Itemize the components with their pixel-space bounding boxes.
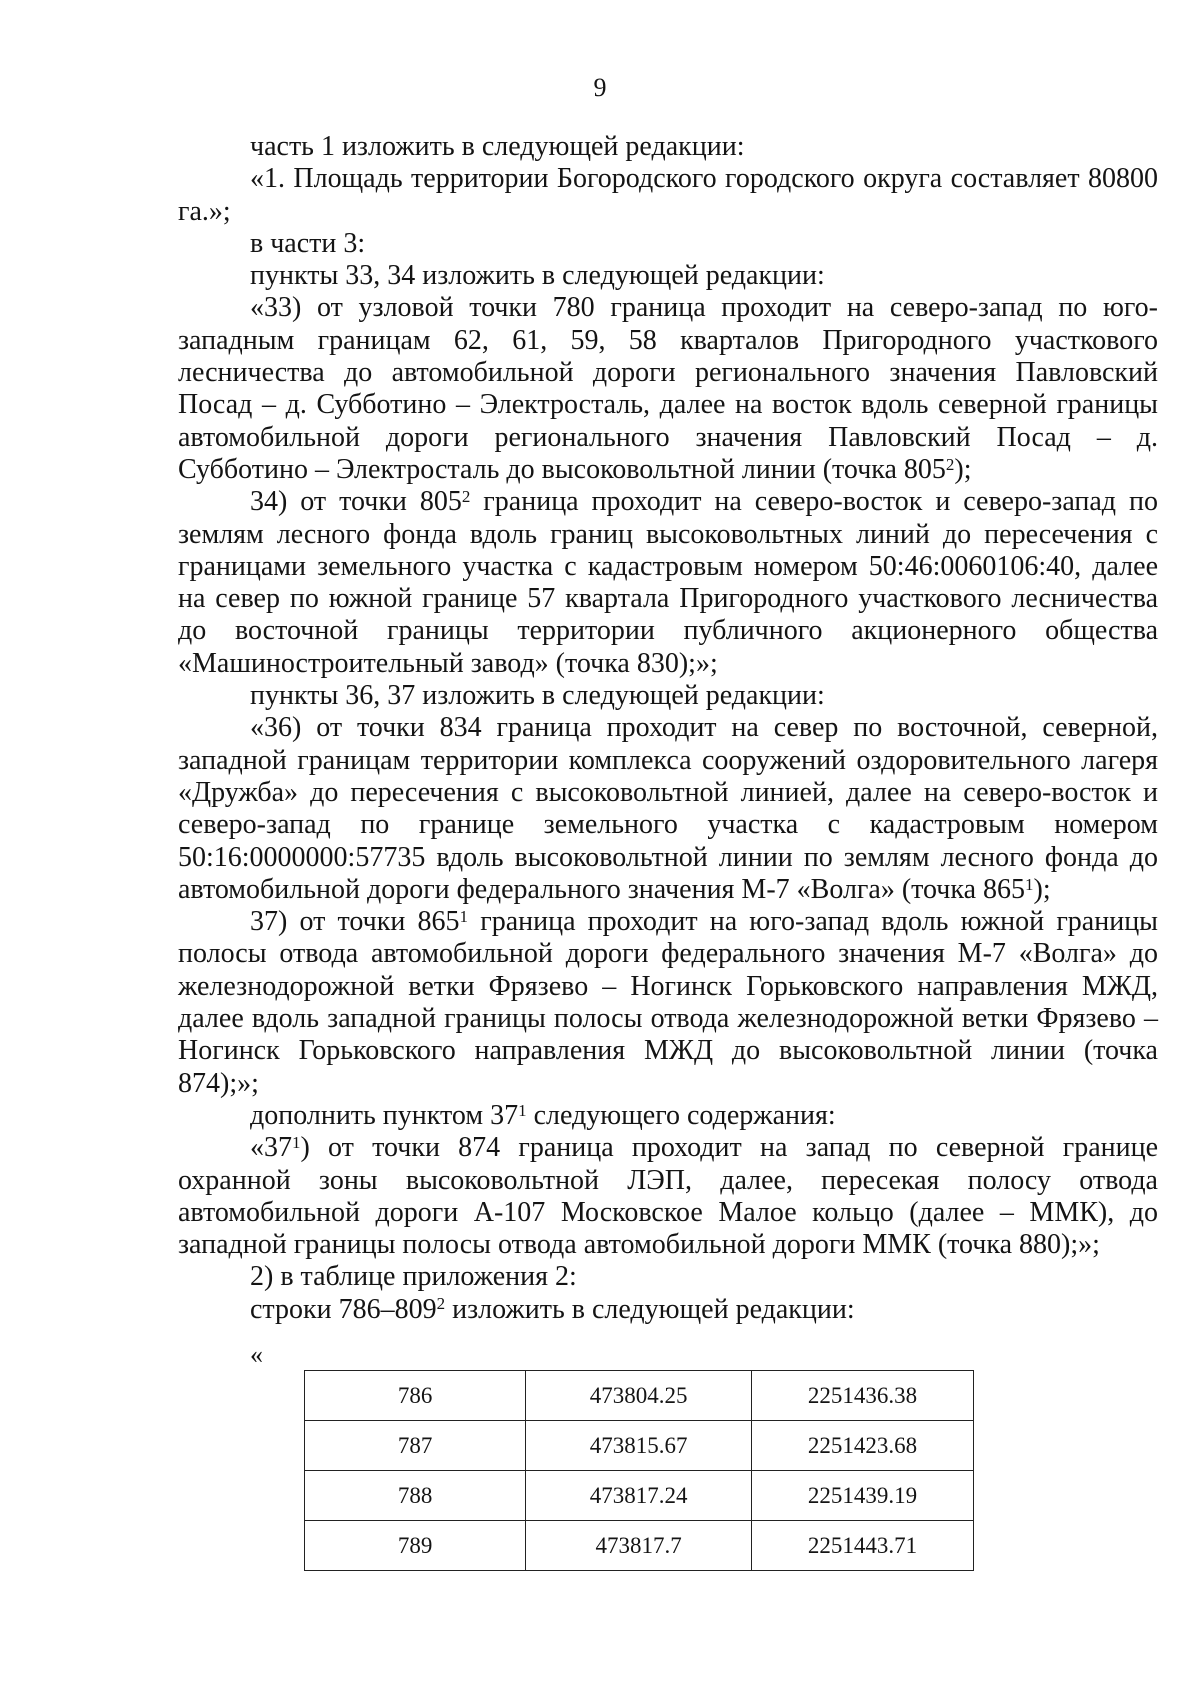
y-coordinate-cell: 2251423.68 xyxy=(752,1421,974,1471)
y-coordinate-cell: 2251443.71 xyxy=(752,1521,974,1571)
table-row xyxy=(305,1521,974,1571)
page-number: 9 xyxy=(593,73,607,102)
table-row xyxy=(305,1371,974,1421)
paragraph-9: 37) от точки $865^1$ граница проходит на юго-запад вдоль южной границы полосы отвода автомобильной дороги федерального значения М-7 «Волга» до железнодорожной ветки Фрязево – Ногинск Горьковского направления МЖД, далее вдоль западной границы полосы отвода железнодорожной ветки Фрязево – Ногинск Горьковского направления МЖД до высоковольтной линии (точка 874);»; xyxy=(178,906,1158,1099)
paragraph-3: в части 3: xyxy=(250,227,366,259)
paragraph-8: «36) от точки 834 граница проходит на север по восточной, северной, западной границам территории комплекса сооружений оздоровительного лагеря «Дружба» до пересечения с высоковольтной линией, далее на северо-восток и северо-запад по границе земельного участка с кадастровым номером 50:16:0000000:57735 вдоль высоковольтной линии по землям лесного фонда до автомобильной дороги федерального значения М-7 «Волга» (точка $865^1$); xyxy=(178,712,1158,905)
y-coordinate-cell: 2251436.38 xyxy=(752,1371,974,1421)
paragraph-2: «1. Площадь территории Богородского городского округа составляет 80800 га.»; xyxy=(178,163,1158,227)
paragraph-10: дополнить пунктом $37^1$ следующего содержания: xyxy=(250,1099,836,1131)
x-coordinate-cell: 473815.67 xyxy=(526,1421,752,1471)
quote-open-mark: « xyxy=(250,1340,263,1369)
paragraph-11: «$37^1$) от точки 874 граница проходит на запад по северной границе охранной зоны высоковольтной ЛЭП, далее, пересекая полосу отвода автомобильной дороги А-107 Московское Малое кольцо (далее – ММК), до западной границы полосы отвода автомобильной дороги ММК (точка 880);»; xyxy=(178,1132,1158,1261)
point-number-cell: 786 xyxy=(305,1371,526,1421)
table-row xyxy=(305,1471,974,1521)
paragraph-1: часть 1 изложить в следующей редакции: xyxy=(250,131,745,162)
paragraph-4: пункты 33, 34 изложить в следующей редакции: xyxy=(250,260,825,292)
x-coordinate-cell: 473804.25 xyxy=(526,1371,752,1421)
x-coordinate-cell: 473817.24 xyxy=(526,1471,752,1521)
paragraph-7: пункты 36, 37 изложить в следующей редакции: xyxy=(250,680,825,712)
paragraph-13: строки $786-809^2$ изложить в следующей редакции: xyxy=(250,1293,855,1325)
paragraph-5: «33) от узловой точки 780 граница проходит на северо-запад по юго-западным границам 62, 61, 59, 58 кварталов Пригородного участкового лесничества до автомобильной дороги регионального значения Павловский Посад – д. Субботино – Электросталь, далее на восток вдоль северной границы автомобильной дороги регионального значения Павловский Посад – д. Субботино – Электросталь до высоковольтной линии (точка $805^2$); xyxy=(178,292,1158,485)
coordinates-table xyxy=(304,1370,974,1571)
table-row xyxy=(305,1421,974,1471)
point-number-cell: 788 xyxy=(305,1471,526,1521)
x-coordinate-cell: 473817.7 xyxy=(526,1521,752,1571)
point-number-cell: 787 xyxy=(305,1421,526,1471)
paragraph-6: 34) от точки $805^2$ граница проходит на северо-восток и северо-запад по землям лесного фонда вдоль границ высоковольтных линий до пересечения с границами земельного участка с кадастровым номером 50:46:0060106:40, далее на север по южной границе 57 квартала Пригородного участкового лесничества до восточной границы территории публичного акционерного общества «Машиностроительный завод» (точка 830);»; xyxy=(178,486,1158,679)
paragraph-12: 2) в таблице приложения 2: xyxy=(250,1261,577,1293)
body-text xyxy=(178,131,1158,1326)
y-coordinate-cell: 2251439.19 xyxy=(752,1471,974,1521)
point-number-cell: 789 xyxy=(305,1521,526,1571)
